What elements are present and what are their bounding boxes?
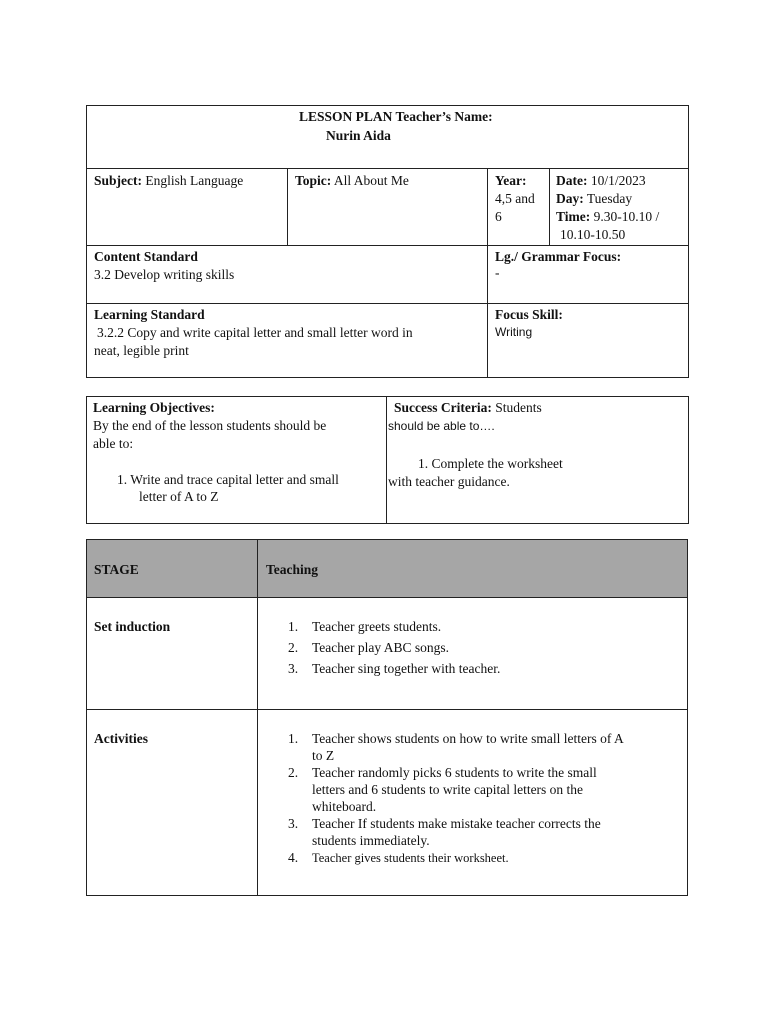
- year-value-2: 6: [495, 209, 502, 224]
- year-cell: [495, 172, 535, 226]
- divider: [86, 168, 689, 169]
- topic-value: All About Me: [333, 173, 409, 188]
- list-number: 2.: [288, 765, 299, 780]
- success-criteria-item: 1. Complete the worksheet: [418, 456, 563, 471]
- subject-label: Subject:: [94, 173, 142, 188]
- list-text-cont: letters and 6 students to write capital letters on the: [312, 782, 584, 797]
- list-text: Teacher randomly picks 6 students to write the small: [312, 765, 597, 780]
- activities-list: [288, 730, 683, 867]
- list-text: Teacher sing together with teacher.: [312, 661, 501, 676]
- success-criteria-value: Students: [495, 400, 542, 415]
- success-criteria-cell: [394, 399, 542, 416]
- objective-item-cont: letter of A to Z: [139, 489, 219, 504]
- list-number: 1.: [288, 731, 299, 746]
- objective-item: 1. Write and trace capital letter and small: [117, 472, 339, 487]
- content-standard-value: 3.2 Develop writing skills: [94, 267, 235, 282]
- divider: [86, 709, 688, 710]
- divider: [386, 396, 387, 524]
- subject-cell: [94, 172, 243, 189]
- learning-objectives-label: Learning Objectives:: [93, 400, 215, 415]
- divider: [86, 303, 689, 304]
- list-text: Teacher play ABC songs.: [312, 640, 450, 655]
- time-value-2: 10.10-10.50: [560, 227, 626, 242]
- grammar-focus-value: -: [495, 265, 500, 280]
- learning-standard-label: Learning Standard: [94, 307, 205, 322]
- success-criteria-line2: should be able to….: [388, 419, 495, 433]
- time-label: Time:: [556, 209, 591, 224]
- divider: [487, 168, 488, 378]
- time-value: 9.30-10.10 /: [593, 209, 660, 224]
- divider: [257, 539, 258, 896]
- divider: [86, 597, 688, 598]
- divider: [549, 168, 550, 245]
- stage-column-header: STAGE: [94, 562, 139, 577]
- date-label: Date:: [556, 173, 588, 188]
- teacher-name: Nurin Aida: [326, 128, 391, 143]
- learning-standard-line1: 3.2.2 Copy and write capital letter and small letter word in: [97, 325, 413, 340]
- topic-label: Topic:: [295, 173, 332, 188]
- set-induction-list: [288, 618, 678, 681]
- list-number: 1.: [288, 619, 299, 634]
- list-item: [288, 815, 683, 849]
- list-text: Teacher shows students on how to write small letters of A: [312, 731, 624, 746]
- list-item: [288, 730, 683, 764]
- day-label: Day:: [556, 191, 584, 206]
- divider: [287, 168, 288, 245]
- list-number: 3.: [288, 661, 299, 676]
- list-number: 3.: [288, 816, 299, 831]
- list-item: [288, 660, 678, 681]
- teaching-column-header: Teaching: [266, 562, 319, 577]
- subject-value: English Language: [145, 173, 244, 188]
- success-criteria-label: Success Criteria:: [394, 400, 492, 415]
- list-text: Teacher If students make mistake teacher corrects the: [312, 816, 601, 831]
- year-value: 4,5 and: [495, 191, 535, 206]
- topic-cell: [295, 172, 409, 189]
- year-label: Year:: [495, 173, 527, 188]
- date-cell: [556, 172, 659, 244]
- list-text: Teacher gives students their worksheet.: [312, 851, 509, 865]
- divider: [86, 245, 689, 246]
- list-text: Teacher greets students.: [312, 619, 442, 634]
- set-induction-label: Set induction: [94, 619, 171, 634]
- content-standard-label: Content Standard: [94, 249, 198, 264]
- activities-label: Activities: [94, 731, 148, 746]
- day-value: Tuesday: [586, 191, 633, 206]
- objectives-intro: By the end of the lesson students should be: [93, 418, 327, 433]
- list-number: 4.: [288, 850, 299, 865]
- page-title: LESSON PLAN Teacher’s Name:: [299, 109, 493, 124]
- list-item: [288, 618, 678, 639]
- list-item: [288, 849, 683, 867]
- list-number: 2.: [288, 640, 299, 655]
- focus-skill-label: Focus Skill:: [495, 307, 563, 322]
- grammar-focus-label: Lg./ Grammar Focus:: [495, 249, 622, 264]
- list-text-cont: whiteboard.: [312, 799, 377, 814]
- list-item: [288, 639, 678, 660]
- objectives-intro-2: able to:: [93, 436, 134, 451]
- focus-skill-value: Writing: [495, 325, 533, 339]
- date-value: 10/1/2023: [590, 173, 646, 188]
- success-criteria-item-cont: with teacher guidance.: [388, 474, 510, 489]
- list-text-cont: to Z: [312, 748, 335, 763]
- list-item: [288, 764, 683, 815]
- learning-standard-line2: neat, legible print: [94, 343, 189, 358]
- list-text-cont: students immediately.: [312, 833, 430, 848]
